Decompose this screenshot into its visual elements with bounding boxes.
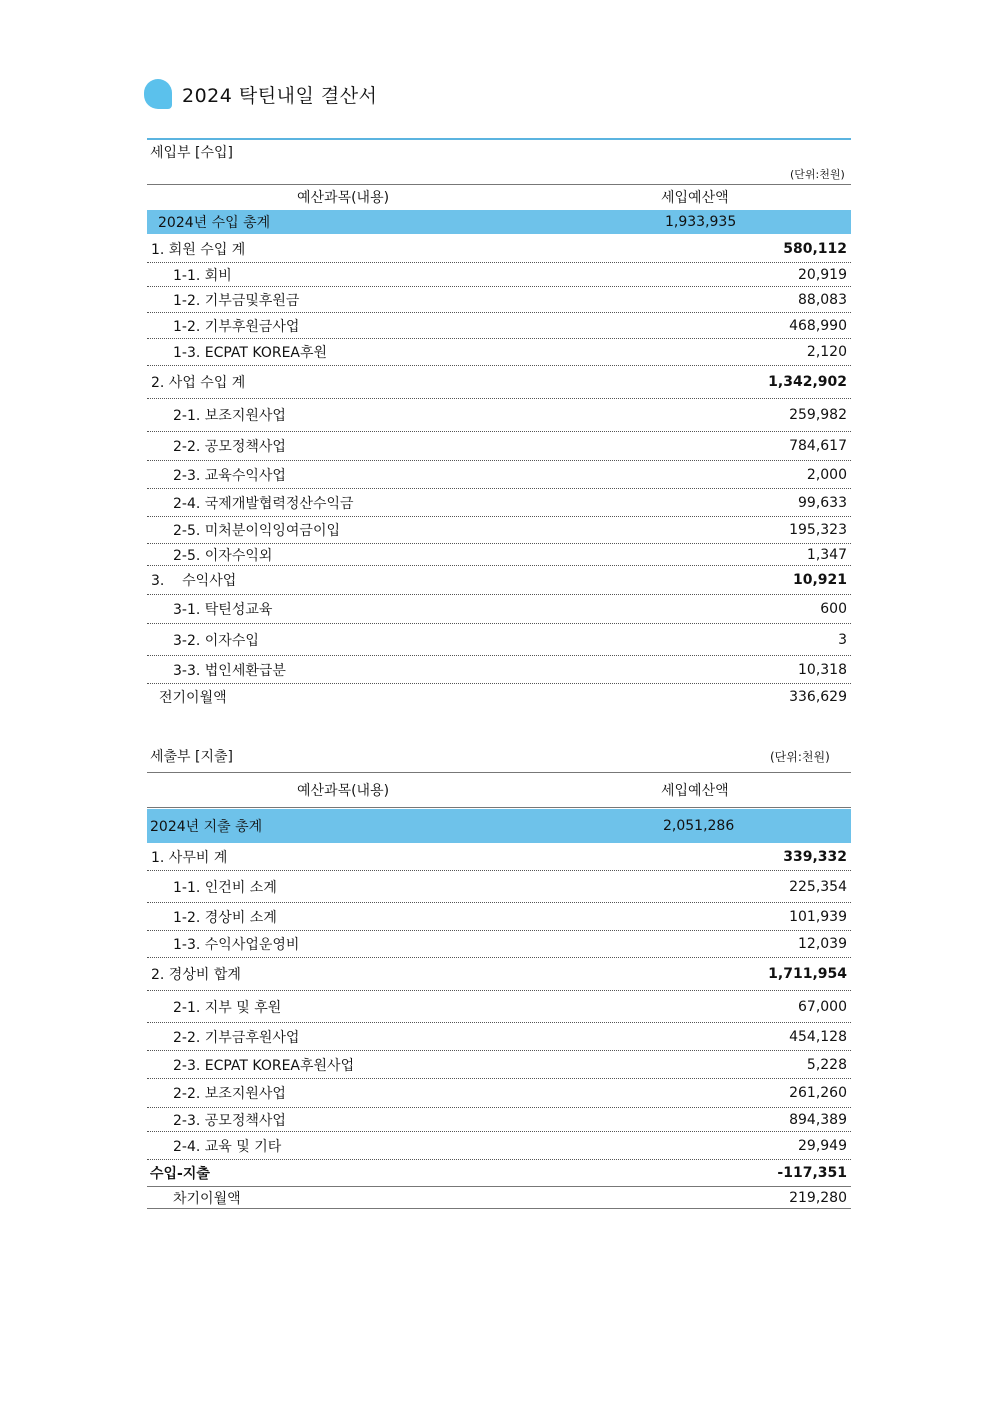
row-value: 29,949 bbox=[798, 1137, 847, 1154]
expense-header-amount: 세입예산액 bbox=[661, 783, 729, 799]
expense-total-value: 2,051,286 bbox=[663, 818, 735, 834]
table-row bbox=[147, 263, 851, 287]
table-row bbox=[147, 843, 851, 871]
row-label: 1-3. ECPAT KOREA후원 bbox=[173, 345, 328, 361]
income-total-label: 2024년 수입 총계 bbox=[158, 215, 271, 231]
table-row bbox=[147, 544, 851, 566]
row-value: 2,000 bbox=[806, 466, 847, 483]
row-label: 1-1. 회비 bbox=[173, 267, 232, 284]
expense-total-row bbox=[147, 809, 851, 843]
row-label: 전기이월액 bbox=[159, 690, 227, 706]
table-row bbox=[147, 931, 851, 958]
row-label: 2-3. 공모정책사업 bbox=[173, 1112, 286, 1129]
table-row bbox=[147, 566, 851, 595]
row-label: 2-5. 이자수익외 bbox=[173, 547, 273, 564]
row-label: 2-3. 교육수익사업 bbox=[173, 467, 286, 484]
table-row bbox=[147, 1051, 851, 1079]
title-badge-shape bbox=[144, 79, 172, 109]
row-value: 225,354 bbox=[789, 878, 847, 895]
expense-section-title: 세출부 [지출] bbox=[150, 749, 233, 765]
row-label: 1-1. 인건비 소계 bbox=[173, 879, 277, 896]
row-label: 1-2. 기부후원금사업 bbox=[173, 318, 300, 335]
table-row bbox=[147, 1187, 851, 1209]
row-value: 10,921 bbox=[792, 572, 847, 588]
row-label: 3. 수익사업 bbox=[151, 573, 237, 589]
row-label: 3-2. 이자수입 bbox=[173, 632, 259, 649]
row-label: 2-5. 미처분이익잉여금이입 bbox=[173, 523, 341, 539]
row-value: 600 bbox=[820, 601, 847, 617]
row-value: 894,389 bbox=[789, 1111, 847, 1128]
row-value: 3 bbox=[838, 631, 847, 648]
row-value: 101,939 bbox=[789, 908, 847, 925]
income-table-header bbox=[147, 184, 851, 208]
row-label: 2-2. 기부금후원사업 bbox=[173, 1029, 300, 1046]
row-label: 2-4. 국제개발협력정산수익금 bbox=[173, 495, 354, 512]
row-value: 580,112 bbox=[783, 241, 847, 257]
row-value: 67,000 bbox=[798, 998, 847, 1015]
row-label: 2-1. 지부 및 후원 bbox=[173, 999, 282, 1016]
table-row bbox=[147, 366, 851, 399]
row-label: 2-3. ECPAT KOREA후원사업 bbox=[173, 1057, 355, 1074]
row-label: 수입-지출 bbox=[150, 1166, 210, 1182]
row-label: 2-2. 보조지원사업 bbox=[173, 1086, 286, 1102]
table-row bbox=[147, 871, 851, 903]
row-value: 468,990 bbox=[789, 317, 847, 334]
table-row bbox=[147, 1108, 851, 1132]
row-label: 1-3. 수익사업운영비 bbox=[173, 937, 300, 953]
row-label: 1-2. 경상비 소계 bbox=[173, 909, 277, 926]
row-label: 차기이월액 bbox=[173, 1190, 241, 1207]
table-row bbox=[147, 287, 851, 313]
table-row bbox=[147, 517, 851, 544]
row-value: 1,342,902 bbox=[768, 374, 847, 390]
row-value: 12,039 bbox=[798, 936, 847, 952]
table-row bbox=[147, 432, 851, 461]
page-title: 2024 탁틴내일 결산서 bbox=[182, 84, 378, 107]
table-row bbox=[147, 684, 851, 710]
income-unit-label: (단위:천원) bbox=[790, 168, 845, 181]
row-value: 454,128 bbox=[789, 1028, 847, 1045]
row-value: 195,323 bbox=[789, 522, 847, 538]
row-label: 2-4. 교육 및 기타 bbox=[173, 1138, 282, 1155]
income-total-value: 1,933,935 bbox=[665, 214, 737, 230]
table-row bbox=[147, 1132, 851, 1160]
table-row bbox=[147, 903, 851, 931]
row-label: 1-2. 기부금및후원금 bbox=[173, 292, 300, 309]
row-label: 2. 경상비 합계 bbox=[151, 967, 241, 983]
row-label: 1. 회원 수입 계 bbox=[151, 242, 246, 258]
table-row bbox=[147, 339, 851, 366]
title-divider bbox=[147, 138, 851, 140]
row-label: 3-1. 탁틴성교육 bbox=[173, 602, 273, 618]
table-row bbox=[147, 1160, 851, 1187]
row-label: 1. 사무비 계 bbox=[151, 849, 228, 866]
table-row bbox=[147, 595, 851, 624]
expense-table-header bbox=[147, 772, 851, 808]
row-value: 1,711,954 bbox=[768, 966, 847, 982]
table-row bbox=[147, 656, 851, 684]
table-row bbox=[147, 1079, 851, 1108]
table-row bbox=[147, 958, 851, 991]
table-row bbox=[147, 624, 851, 656]
table-row bbox=[147, 991, 851, 1023]
expense-header-item: 예산과목(내용) bbox=[297, 783, 390, 799]
row-label: 3-3. 법인세환급분 bbox=[173, 662, 286, 679]
table-row bbox=[147, 399, 851, 432]
table-row bbox=[147, 1023, 851, 1051]
table-row bbox=[147, 236, 851, 263]
expense-unit-label: (단위:천원) bbox=[770, 750, 830, 764]
income-header-item: 예산과목(내용) bbox=[297, 189, 390, 206]
row-value: 2,120 bbox=[806, 344, 847, 360]
table-row bbox=[147, 489, 851, 517]
table-row bbox=[147, 313, 851, 339]
table-row bbox=[147, 461, 851, 489]
row-value: 10,318 bbox=[798, 661, 847, 678]
row-label: 2-1. 보조지원사업 bbox=[173, 408, 286, 424]
row-value: 336,629 bbox=[789, 689, 847, 705]
document-header bbox=[144, 78, 377, 110]
row-value: 99,633 bbox=[798, 494, 847, 511]
row-value: 88,083 bbox=[798, 291, 847, 308]
row-value: 1,347 bbox=[806, 546, 847, 563]
income-header-amount: 세입예산액 bbox=[661, 189, 729, 206]
row-value: 259,982 bbox=[789, 407, 847, 423]
row-label: 2-2. 공모정책사업 bbox=[173, 439, 286, 455]
row-value: 219,280 bbox=[789, 1189, 847, 1206]
expense-total-label: 2024년 지출 총계 bbox=[150, 819, 263, 835]
income-section-title: 세입부 [수입] bbox=[150, 145, 233, 161]
row-value: 784,617 bbox=[789, 438, 847, 454]
row-value: 20,919 bbox=[798, 266, 847, 283]
row-value: 339,332 bbox=[783, 848, 847, 865]
row-value: 5,228 bbox=[806, 1056, 847, 1073]
income-total-row bbox=[147, 210, 851, 234]
row-value: -117,351 bbox=[777, 1165, 847, 1181]
row-value: 261,260 bbox=[789, 1085, 847, 1101]
row-label: 2. 사업 수입 계 bbox=[151, 375, 246, 391]
